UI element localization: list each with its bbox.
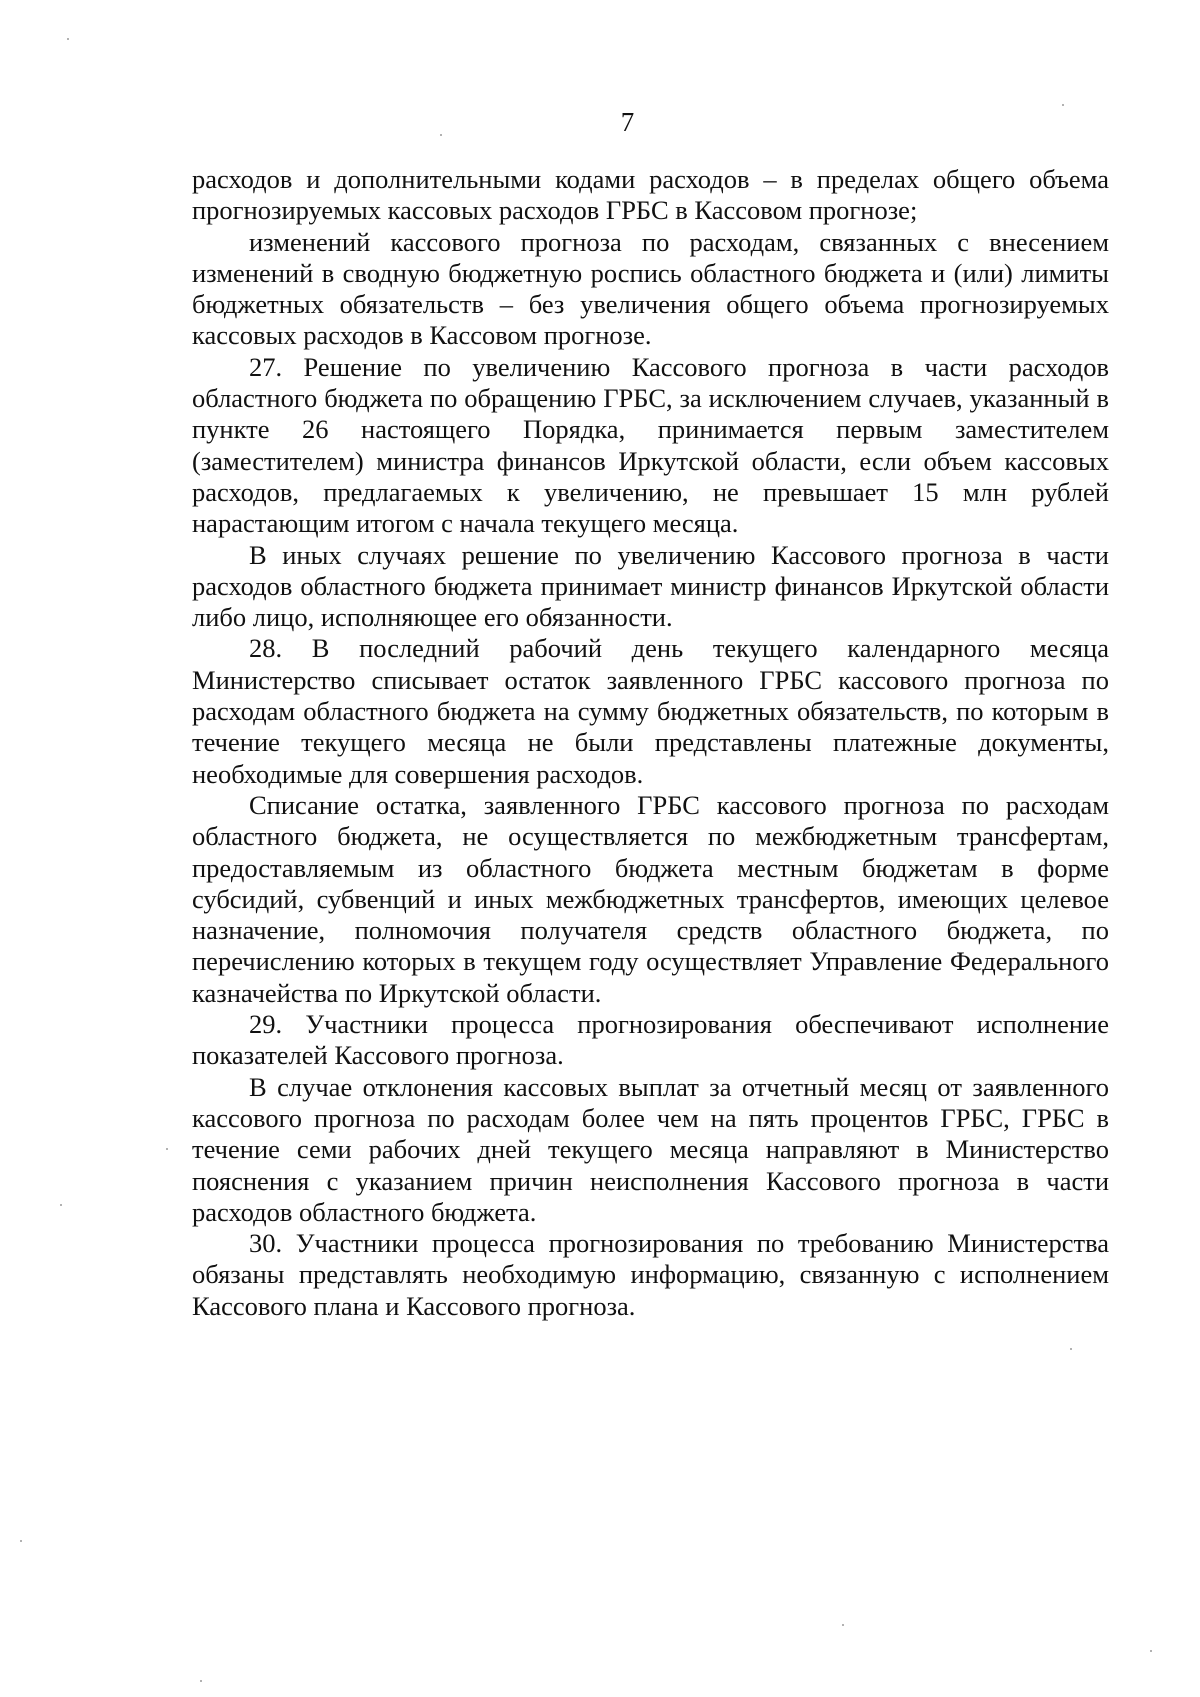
paragraph-deviation: В случае отклонения кассовых выплат за отчетный месяц от заявленного кассового прогноза по расходам более чем на пять процентов ГРБС, ГРБС в течение семи рабочих дней текущего месяца направляют в Министерство пояснения с указанием причин неисполнения Кассового прогноза в части расходов областного бюджета. <box>192 1071 1109 1227</box>
paragraph-continuation: расходов и дополнительными кодами расходов – в пределах общего объема прогнозируемых кассовых расходов ГРБС в Кассовом прогнозе; <box>192 164 1109 226</box>
scan-speck <box>200 1680 202 1682</box>
paragraph-item-30: 30. Участники процесса прогнозирования по требованию Министерства обязаны представлять необходимую информацию, связанную с исполнением Кассового плана и Кассового прогноза. <box>192 1228 1109 1321</box>
scan-speck <box>1150 1650 1152 1652</box>
paragraph-item-29: 29. Участники процесса прогнозирования обеспечивают исполнение показателей Кассового прогноза. <box>192 1009 1109 1071</box>
paragraph-other-cases: В иных случаях решение по увеличению Кассового прогноза в части расходов областного бюджета принимает министр финансов Иркутской области либо лицо, исполняющее его обязанности. <box>192 539 1109 633</box>
scan-speck <box>1070 1348 1072 1350</box>
scan-speck <box>440 134 442 136</box>
paragraph-item-27: 27. Решение по увеличению Кассового прогноза в части расходов областного бюджета по обращению ГРБС, за исключением случаев, указанный в пункте 26 настоящего Порядка, принимается первым заместителем (заместителем) министра финансов Иркутской области, если объем кассовых расходов, предлагаемых к увеличению, не превышает 15 млн рублей нарастающим итогом с начала текущего месяца. <box>192 351 1109 539</box>
paragraph-forecast-changes: изменений кассового прогноза по расходам, связанных с внесением изменений в сводную бюджетную роспись областного бюджета и (или) лимиты бюджетных обязательств – без увеличения общего объема прогнозируемых кассовых расходов в Кассовом прогнозе. <box>192 226 1109 351</box>
page-number: 7 <box>620 107 635 137</box>
document-body <box>192 164 1109 1322</box>
scan-speck <box>842 1624 844 1626</box>
scan-speck <box>20 1540 22 1542</box>
scan-speck <box>1062 104 1064 106</box>
scan-speck <box>60 1204 62 1206</box>
paragraph-item-28: 28. В последний рабочий день текущего календарного месяца Министерство списывает остаток заявленного ГРБС кассового прогноза по расходам областного бюджета на сумму бюджетных обязательств, по которым в течение текущего месяца не были представлены платежные документы, необходимые для совершения расходов. <box>192 633 1109 789</box>
scan-speck <box>166 1148 168 1150</box>
scan-speck <box>67 38 69 40</box>
paragraph-write-off: Списание остатка, заявленного ГРБС кассового прогноза по расходам областного бюджета, не осуществляется по межбюджетным трансфертам, предоставляемым из областного бюджета местным бюджетам в форме субсидий, субвенций и иных межбюджетных трансфертов, имеющих целевое назначение, полномочия получателя средств областного бюджета, по перечислению которых в текущем году осуществляет Управление Федерального казначейства по Иркутской области. <box>192 789 1109 1008</box>
